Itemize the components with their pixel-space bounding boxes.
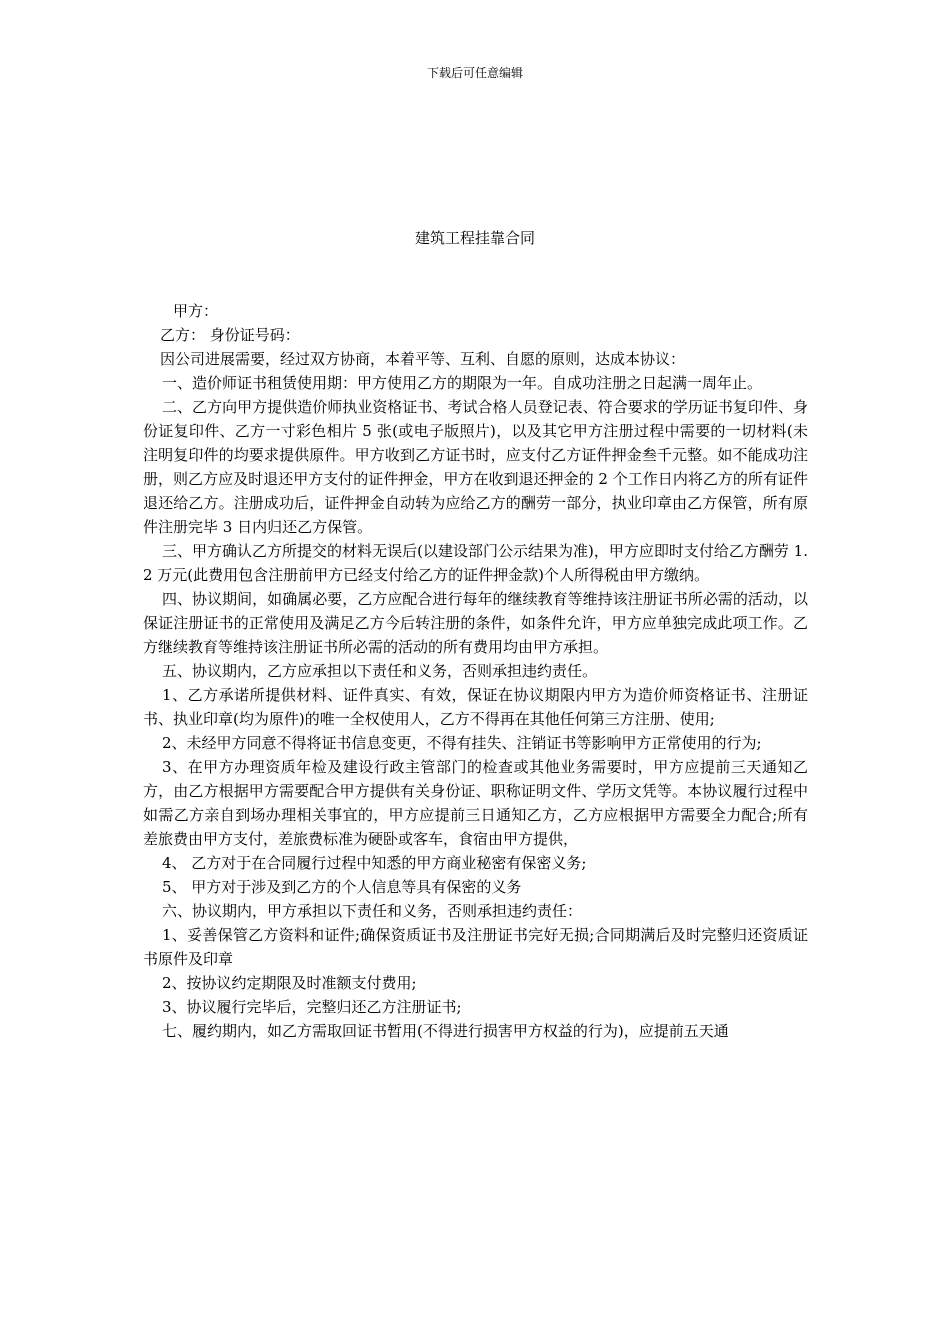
clause-3-paragraph: 三、甲方确认乙方所提交的材料无误后(以建设部门公示结果为准)，甲方应即时支付给乙方酬劳 1.2 万元(此费用包含注册前甲方已经支付给乙方的证件押金款)个人所得税由甲方缴纳。 <box>143 542 808 584</box>
clause-6-item-3: 3、协议履行完毕后，完整归还乙方注册证书; <box>162 998 462 1016</box>
clause-5-item-1: 1、乙方承诺所提供材料、证件真实、有效，保证在协议期限内甲方为造价师资格证书、注册证书、执业印章(均为原件)的唯一全权使用人，乙方不得再在其他任何第三方注册、使用; <box>143 686 808 728</box>
contract-body <box>143 299 808 1043</box>
clause-7-paragraph: 七、履约期内，如乙方需取回证书暂用(不得进行损害甲方权益的行为)，应提前五天通 <box>162 1022 729 1040</box>
clause-2-paragraph: 二、乙方向甲方提供造价师执业资格证书、考试合格人员登记表、符合要求的学历证书复印件、身份证复印件、乙方一寸彩色相片 5 张(或电子版照片)，以及其它甲方注册过程中需要的一切材料(未注明复印件的均要求提供原件。甲方收到乙方证书时，应支付乙方证件押金叁千元整。如不能成功注册，则乙方应及时退还甲方支付的证件押金，甲方在收到退还押金的 2 个工作日内将乙方的所有证件退还给乙方。注册成功后，证件押金自动转为应给乙方的酬劳一部分，执业印章由乙方保管，所有原件注册完毕 3 日内归还乙方保管。 <box>143 398 808 536</box>
clause-5-item-4: 4、 乙方对于在合同履行过程中知悉的甲方商业秘密有保密义务; <box>162 854 587 872</box>
party-a-line: 甲方： <box>173 302 219 320</box>
document-title: 建筑工程挂靠合同 <box>414 229 535 247</box>
clause-6-heading: 六、协议期内，甲方承担以下责任和义务，否则承担违约责任： <box>162 902 583 920</box>
page-header-note: 下载后可任意编辑 <box>426 66 523 80</box>
preamble-paragraph: 因公司进展需要，经过双方协商，本着平等、互利、自愿的原则，达成本协议： <box>160 350 686 368</box>
clause-1-paragraph: 一、造价师证书租赁使用期：甲方使用乙方的期限为一年。自成功注册之日起满一周年止。 <box>162 374 763 392</box>
clause-6-item-2: 2、按协议约定期限及时准额支付费用; <box>162 974 417 992</box>
clause-5-item-3: 3、在甲方办理资质年检及建设行政主管部门的检查或其他业务需要时，甲方应提前三天通知乙方，由乙方根据甲方需要配合甲方提供有关身份证、职称证明文件、学历文凭等。本协议履行过程中如需乙方亲自到场办理相关事宜的，甲方应提前三日通知乙方，乙方应根据甲方需要全力配合;所有差旅费由甲方支付，差旅费标准为硬卧或客车，食宿由甲方提供， <box>143 758 808 848</box>
clause-5-item-2: 2、未经甲方同意不得将证书信息变更，不得有挂失、注销证书等影响甲方正常使用的行为; <box>162 734 762 752</box>
clause-5-heading: 五、协议期内，乙方应承担以下责任和义务，否则承担违约责任。 <box>162 662 598 680</box>
party-b-line: 乙方： 身份证号码： <box>160 326 300 344</box>
clause-5-item-5: 5、 甲方对于涉及到乙方的个人信息等具有保密的义务 <box>162 878 522 896</box>
clause-4-paragraph: 四、协议期间，如确属必要，乙方应配合进行每年的继续教育等维持该注册证书所必需的活动，以保证注册证书的正常使用及满足乙方今后转注册的条件，如条件允许，甲方应单独完成此项工作。乙方继续教育等维持该注册证书所必需的活动的所有费用均由甲方承担。 <box>143 590 808 656</box>
clause-6-item-1: 1、妥善保管乙方资料和证件;确保资质证书及注册证书完好无损;合同期满后及时完整归还资质证书原件及印章 <box>143 926 808 968</box>
